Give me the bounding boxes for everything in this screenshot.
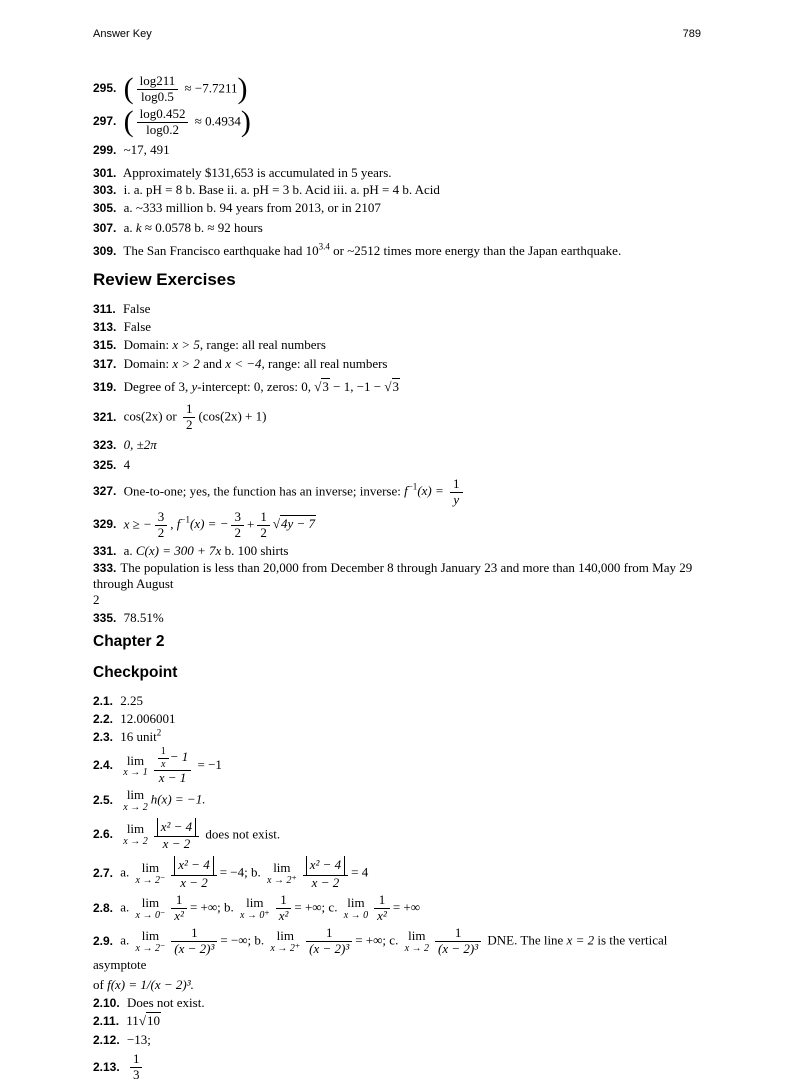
answer-315 bbox=[93, 337, 701, 353]
math-value: = −4; bbox=[219, 864, 248, 880]
limit: lim x → 2⁺ bbox=[270, 927, 301, 954]
fraction: $\frac{\text{x² − 4}}{x - 2}$ bbox=[171, 856, 216, 891]
math-value: x > 5, bbox=[172, 336, 204, 352]
part-label: c. bbox=[328, 899, 338, 915]
part-label: a. bbox=[123, 542, 133, 558]
item-number: 301. bbox=[93, 165, 117, 180]
limit: lim x → 2 bbox=[123, 787, 148, 813]
page-header bbox=[93, 28, 701, 40]
math-value: = −1 bbox=[197, 757, 222, 773]
math-value: 11 bbox=[126, 1012, 139, 1028]
fraction: $\frac{1}{2}$ bbox=[257, 510, 270, 541]
item-number: 295. bbox=[93, 81, 117, 96]
item-number: 335. bbox=[93, 610, 117, 625]
fraction: $\frac{1}{x}$ − 1 x − 1 bbox=[154, 746, 192, 786]
answer-text: 2.25 bbox=[120, 692, 144, 708]
part-label: b. bbox=[251, 864, 261, 880]
math-value: = 4 bbox=[351, 864, 369, 880]
item-number: 2.11. bbox=[93, 1013, 120, 1028]
item-number: 299. bbox=[93, 142, 117, 157]
part-label: b. bbox=[223, 899, 234, 915]
item-number: 323. bbox=[93, 438, 117, 453]
power-expression: $10^{3.4}$ bbox=[305, 241, 330, 259]
answer-text: The population is less than 20,000 from December 8 through January 23 and more than 140,000 from May 29 through August bbox=[93, 560, 693, 592]
fraction: $\frac{1}{2}$ bbox=[183, 402, 196, 433]
answer-307 bbox=[93, 220, 701, 236]
radical: √ 4y − 7 bbox=[273, 515, 316, 531]
limit: lim x → 0⁺ bbox=[239, 895, 270, 921]
answer-2-5 bbox=[93, 788, 701, 813]
fraction: $\frac{1}{\text{(x − 2)³}}$ bbox=[435, 926, 481, 957]
math-value: x > 2 bbox=[172, 356, 200, 372]
part-label: c. bbox=[389, 932, 399, 948]
answer-303 bbox=[93, 182, 701, 198]
answer-text: range: all real numbers bbox=[206, 336, 326, 352]
math-value: ≈ 92 bbox=[207, 220, 231, 236]
absolute-value: x² − 4 bbox=[157, 818, 196, 837]
answer-2-9-line2 bbox=[93, 977, 701, 993]
answer-text: ~17, 491 bbox=[123, 141, 170, 157]
answer-text: i. a. pH = 8 b. Base ii. a. pH = 3 b. Acid iii. a. pH = 4 b. Acid bbox=[123, 182, 440, 198]
part-label: a. bbox=[123, 200, 133, 216]
item-number: 2.6. bbox=[93, 826, 114, 841]
approx-value: ≈ −7.7211 bbox=[184, 80, 238, 96]
answer-325 bbox=[93, 457, 701, 473]
fraction: $\frac{1}{3}$ bbox=[130, 1052, 143, 1083]
answer-text: b. 100 shirts bbox=[224, 542, 289, 558]
answer-text: Approximately $131,653 is accumulated in 5 years. bbox=[122, 164, 392, 180]
answer-331 bbox=[93, 543, 701, 559]
answer-text: −13; bbox=[126, 1032, 151, 1048]
item-number: 333. bbox=[93, 561, 117, 576]
radical: √ 3 bbox=[314, 378, 330, 394]
fraction: $\frac{\log 0.452}{\log 0.2}$ bbox=[137, 107, 189, 138]
item-number: 2.9. bbox=[93, 933, 114, 948]
math-value: = +∞ bbox=[392, 899, 421, 915]
item-number: 329. bbox=[93, 517, 117, 532]
answer-311 bbox=[93, 301, 701, 317]
item-number: 311. bbox=[93, 301, 116, 316]
answer-text: Degree of 3, bbox=[123, 379, 189, 395]
answer-text: 12.006001 bbox=[120, 710, 176, 726]
limit: lim x → 2 bbox=[123, 821, 148, 847]
inverse-function: $f^{-1}(x)$ = bbox=[404, 481, 444, 499]
item-number: 305. bbox=[93, 201, 117, 216]
math-value: ~333 bbox=[135, 200, 163, 216]
math-value: cos(2x) bbox=[123, 408, 163, 424]
exponent: 2 bbox=[156, 727, 162, 738]
item-number: 2.3. bbox=[93, 729, 114, 744]
item-number: 297. bbox=[93, 114, 117, 129]
item-number: 2.8. bbox=[93, 900, 114, 915]
item-number: 2.10. bbox=[93, 995, 120, 1010]
limit: lim x → 2 bbox=[404, 927, 430, 954]
limit: lim x → 0⁻ bbox=[135, 895, 166, 921]
comma: , bbox=[170, 516, 174, 532]
part-label: a. bbox=[123, 220, 133, 236]
nested-fraction: $\frac{1}{x}$ bbox=[158, 746, 169, 770]
answer-text: Domain: bbox=[123, 336, 170, 352]
section-heading-chapter-2: Chapter 2 bbox=[93, 632, 165, 650]
variable-y: y bbox=[191, 379, 198, 395]
math-value: − 1, −1 − bbox=[333, 379, 382, 395]
answer-317 bbox=[93, 356, 701, 372]
answer-text-line2: 2 bbox=[93, 592, 100, 608]
fraction: $\frac{1}{\text{(x − 2)³}}$ bbox=[171, 926, 217, 957]
item-number: 2.2. bbox=[93, 711, 114, 726]
answer-2-1 bbox=[93, 693, 701, 709]
limit: lim x → 1 bbox=[123, 752, 148, 779]
inverse-function: $f^{-1}(x)$ = − bbox=[176, 514, 229, 532]
part-label: a. bbox=[120, 899, 130, 915]
item-number: 315. bbox=[93, 337, 117, 352]
math-value: = +∞; bbox=[355, 932, 387, 948]
answer-2-10 bbox=[93, 995, 701, 1011]
limit: lim x → 2⁻ bbox=[135, 927, 166, 954]
answer-2-11 bbox=[93, 1013, 701, 1029]
fraction: $\frac{1}{\text{(x − 2)³}}$ bbox=[306, 926, 352, 957]
running-head-title: Answer Key bbox=[93, 28, 152, 40]
answer-text: False bbox=[123, 318, 152, 334]
math-value: = +∞; bbox=[189, 899, 221, 915]
answer-2-4 bbox=[93, 746, 701, 786]
math-value: = +∞; bbox=[294, 899, 326, 915]
item-number: 2.4. bbox=[93, 758, 114, 773]
answer-text: times more energy than the Japan earthquake. bbox=[383, 243, 622, 259]
item-number: 309. bbox=[93, 244, 117, 259]
answer-text: -intercept: 0, zeros: 0, bbox=[197, 379, 311, 395]
item-number: 2.13. bbox=[93, 1059, 120, 1074]
item-number: 325. bbox=[93, 457, 117, 472]
answer-295: 295. ( $\frac{\log 211}{\log 0.5}$ ≈ −7.7211) bbox=[93, 72, 248, 106]
answer-text: Domain: bbox=[123, 356, 170, 372]
exponent: −1 bbox=[180, 514, 190, 525]
answer-309 bbox=[93, 243, 701, 259]
math-value: ≈ 0.0578 bbox=[144, 220, 192, 236]
answer-2-7 bbox=[93, 856, 701, 891]
answer-text: hours bbox=[233, 220, 263, 236]
fraction: $\frac{3}{2}$ bbox=[155, 510, 168, 541]
part-label: a. bbox=[120, 864, 130, 880]
item-number: 2.7. bbox=[93, 865, 114, 880]
exponent: 3.4 bbox=[318, 241, 330, 252]
variable-k: k bbox=[135, 220, 142, 236]
math-value: (cos(2x) + 1) bbox=[198, 408, 267, 424]
answer-335 bbox=[93, 610, 701, 626]
fraction: $\frac{1}{\text{x²}}$ bbox=[374, 893, 390, 924]
answer-2-6 bbox=[93, 818, 701, 853]
math-value: C(x) = 300 + 7x bbox=[135, 542, 222, 558]
fraction: $\frac{\text{x² − 4}}{x - 2}$ bbox=[154, 818, 199, 853]
answer-text: range: all real numbers bbox=[268, 356, 388, 372]
answer-2-12 bbox=[93, 1032, 701, 1048]
unit-value: 16 unit$^2$ bbox=[120, 727, 162, 744]
fraction: $\frac{1}{\text{x²}}$ bbox=[276, 893, 292, 924]
answer-305 bbox=[93, 200, 701, 216]
math-value: x = 2 bbox=[566, 932, 595, 948]
answer-text: The San Francisco earthquake had bbox=[123, 243, 303, 259]
item-number: 307. bbox=[93, 221, 117, 236]
section-heading-checkpoint: Checkpoint bbox=[93, 663, 178, 681]
item-number: 321. bbox=[93, 409, 117, 424]
answer-329 bbox=[93, 510, 701, 541]
item-number: 331. bbox=[93, 543, 117, 558]
exponent: −1 bbox=[407, 481, 418, 492]
answer-2-13 bbox=[93, 1052, 701, 1083]
answer-301 bbox=[93, 165, 701, 181]
answer-text: DNE. The line bbox=[487, 932, 564, 948]
limit: lim x → 2⁺ bbox=[267, 860, 297, 886]
fraction: $\frac{3}{2}$ bbox=[231, 510, 244, 541]
fraction: $\frac{1}{y}$ bbox=[450, 477, 463, 508]
item-number: 2.5. bbox=[93, 792, 114, 807]
answer-text: of bbox=[93, 976, 104, 992]
item-number: 313. bbox=[93, 319, 117, 334]
answer-text: 0, ±2π bbox=[123, 437, 157, 453]
fraction: $\frac{\log 211}{\log 0.5}$ bbox=[137, 74, 179, 105]
limit: lim x → 0 bbox=[343, 895, 369, 921]
answer-text: is the vertical asymptote bbox=[93, 932, 668, 972]
answer-2-9 bbox=[93, 926, 701, 993]
answer-2-3 bbox=[93, 729, 701, 745]
absolute-value: x² − 4 bbox=[306, 856, 345, 875]
fraction: $\frac{\text{x² − 4}}{x - 2}$ bbox=[303, 856, 348, 891]
item-number: 2.12. bbox=[93, 1033, 120, 1048]
answer-text: 78.51% bbox=[123, 609, 164, 625]
math-value: f(x) = 1/(x − 2)³. bbox=[107, 976, 194, 992]
answer-327 bbox=[93, 477, 701, 508]
answer-2-2 bbox=[93, 711, 701, 727]
section-heading-review-exercises: Review Exercises bbox=[93, 269, 236, 289]
item-number: 327. bbox=[93, 484, 117, 499]
limit: lim x → 2⁻ bbox=[135, 860, 166, 886]
answer-text: 4 bbox=[123, 456, 131, 472]
math-value: h(x) = −1. bbox=[150, 791, 206, 807]
radical: √ 10 bbox=[139, 1012, 161, 1028]
page-number: 789 bbox=[682, 28, 701, 40]
part-label: b. bbox=[194, 220, 205, 236]
absolute-value: x² − 4 bbox=[174, 856, 213, 875]
answer-text: and bbox=[203, 356, 222, 372]
fraction: $\frac{1}{\text{x²}}$ bbox=[171, 893, 187, 924]
answer-2-8 bbox=[93, 893, 701, 924]
answer-text: Does not exist. bbox=[126, 994, 205, 1010]
radical: √ 3 bbox=[384, 378, 400, 394]
answer-321 bbox=[93, 402, 701, 433]
answer-text: or bbox=[165, 408, 177, 424]
item-number: 2.1. bbox=[93, 693, 114, 708]
approx-value: ≈ 0.4934 bbox=[194, 113, 241, 129]
answer-299 bbox=[93, 142, 701, 158]
answer-313 bbox=[93, 319, 701, 335]
answer-333 bbox=[93, 560, 701, 608]
answer-text: False bbox=[122, 300, 151, 316]
math-value: x < −4, bbox=[225, 356, 265, 372]
item-number: 303. bbox=[93, 183, 117, 198]
part-label: a. bbox=[120, 932, 130, 948]
math-value: = −∞; bbox=[220, 932, 252, 948]
answer-297: 297. ( $\frac{\log 0.452}{\log 0.2}$ ≈ 0.4934) bbox=[93, 105, 251, 139]
math-value: x ≥ − bbox=[123, 516, 152, 532]
plus-sign: + bbox=[246, 516, 255, 532]
answer-323 bbox=[93, 437, 701, 453]
math-value: or ~2512 bbox=[333, 243, 381, 259]
part-label: b. bbox=[254, 932, 265, 948]
answer-319 bbox=[93, 379, 701, 395]
item-number: 319. bbox=[93, 380, 117, 395]
answer-text: does not exist. bbox=[205, 825, 281, 841]
answer-text: million b. 94 years from 2013, or in 2107 bbox=[165, 200, 381, 216]
item-number: 317. bbox=[93, 357, 117, 372]
answer-text: One-to-one; yes, the function has an inverse; inverse: bbox=[123, 483, 401, 499]
